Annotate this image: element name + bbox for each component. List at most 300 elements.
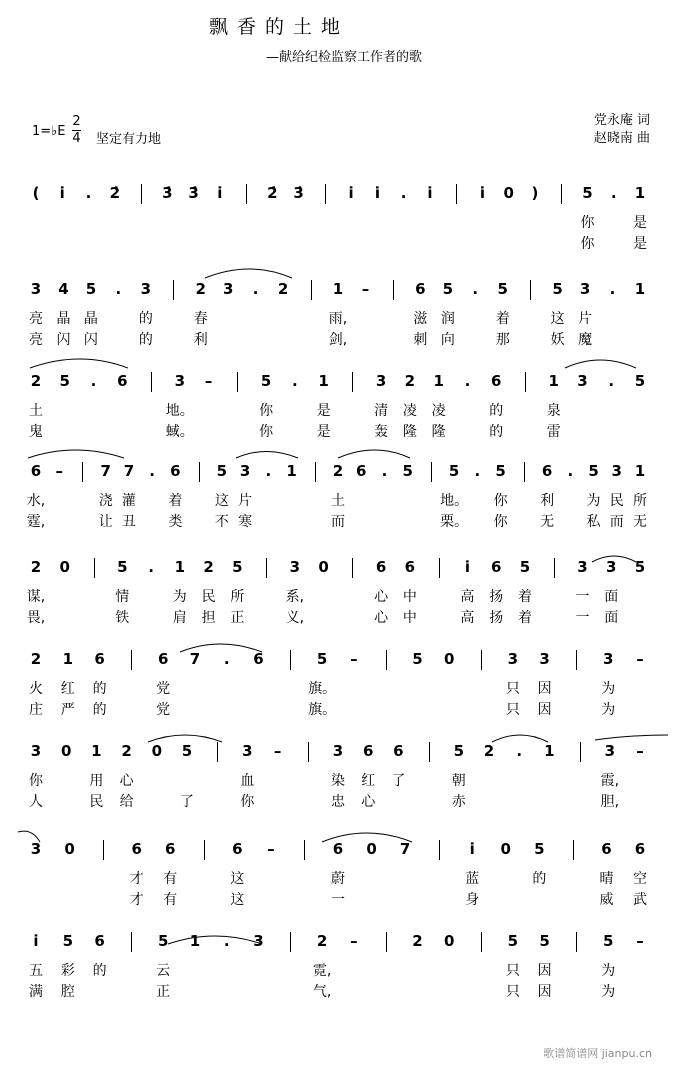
note: .: [115, 280, 122, 298]
slur: [322, 833, 412, 842]
lyric-2: 寒: [238, 514, 253, 530]
note: 6: [490, 558, 502, 576]
note: 5: [519, 558, 531, 576]
lyric-1: 晴: [599, 871, 614, 887]
note: 5: [117, 558, 128, 576]
lyric-2: 正: [230, 610, 245, 626]
note: 0: [60, 742, 72, 760]
lyric-2: 亮: [29, 332, 43, 348]
note: .: [291, 372, 298, 390]
lyric-2: 是: [316, 424, 331, 440]
note: 2: [121, 742, 132, 760]
note: .: [149, 462, 155, 480]
note: 2: [412, 932, 423, 950]
note: 3: [242, 742, 253, 760]
lyric-2: 铁: [115, 610, 130, 626]
lyric-2: 心: [374, 610, 389, 626]
lyric-1: 这: [550, 311, 565, 327]
lyric-1: 只: [505, 963, 520, 979]
lyric-1: 血: [240, 773, 255, 789]
note: 5: [442, 280, 454, 298]
lyric-2: 霆,: [26, 514, 46, 530]
note: 1: [634, 184, 646, 202]
lyric-1: 系,: [285, 589, 305, 605]
note: 5: [85, 280, 97, 298]
note: 5: [62, 932, 73, 950]
slur: [18, 831, 40, 842]
lyric-1: 的: [138, 311, 153, 327]
lyric-1: 利: [540, 493, 555, 509]
lyric-2: 你: [493, 514, 508, 530]
note: 1: [634, 280, 646, 298]
lyric-2: 赤: [451, 794, 466, 810]
lyric-2: 中: [402, 610, 417, 626]
note: 3: [253, 932, 264, 950]
note: 5: [453, 742, 465, 760]
note: 5: [602, 932, 614, 950]
note: .: [223, 650, 230, 668]
lyric-2: 腔: [60, 984, 75, 1000]
slur: [492, 735, 548, 742]
note: 7: [100, 462, 111, 480]
lyric-1: 为: [601, 963, 616, 979]
note: 3: [539, 650, 550, 668]
lyric-1: 着: [495, 311, 510, 327]
note: 3̇: [188, 184, 199, 202]
note: 2: [404, 372, 416, 390]
lyric-1: 片: [238, 493, 253, 509]
watermark: 歌谱简谱网 jianpu.cn: [543, 1047, 652, 1060]
note: 5: [316, 650, 328, 668]
note: (: [32, 184, 40, 202]
lyric-1: 所: [230, 589, 245, 605]
note: 3: [577, 558, 588, 576]
lyric-2: 只: [505, 702, 520, 718]
note: –: [361, 280, 370, 298]
note: i̇: [348, 184, 354, 202]
note: i̇: [217, 184, 223, 202]
note: 3: [577, 372, 588, 390]
note: 3: [579, 280, 591, 298]
note: 0: [366, 840, 377, 858]
note: 2: [483, 742, 495, 760]
lyric-2: 这: [230, 892, 245, 908]
lyric-2: 民: [89, 794, 104, 810]
time-signature-top: 2: [72, 114, 81, 129]
note: 6: [541, 462, 553, 480]
lyric-1: 你: [493, 493, 508, 509]
note: 0: [444, 650, 455, 668]
note: 3: [30, 742, 42, 760]
lyric-2: 肩: [172, 610, 187, 626]
note: 5: [412, 650, 423, 668]
lyric-2: 心: [361, 794, 376, 810]
lyric-1: 为: [601, 681, 616, 697]
lyric-1: 霞,: [600, 773, 620, 789]
lyric-2: 栗。: [440, 514, 469, 530]
note: 2: [195, 280, 206, 298]
note: 3: [604, 742, 616, 760]
note: 5: [157, 932, 169, 950]
lyric-1: 旗。: [308, 681, 337, 697]
lyric-2: 妖: [550, 332, 565, 348]
lyric-1: 片: [578, 311, 593, 327]
lyric-2: 为: [601, 702, 616, 718]
lyric-1: 你: [580, 215, 595, 231]
lyric-2: 轰: [374, 424, 389, 440]
note: 5: [588, 462, 599, 480]
note: 5: [495, 462, 506, 480]
note: 5: [539, 932, 550, 950]
lyric-1: 只: [505, 681, 520, 697]
note: .: [610, 184, 617, 202]
note: 4: [58, 280, 69, 298]
lyric-2: 威: [599, 892, 614, 908]
note: 6: [253, 650, 264, 668]
tempo-marking: 坚定有力地: [96, 132, 162, 147]
lyric-1: 的: [92, 963, 107, 979]
note: 5: [634, 558, 646, 576]
lyric-2: 是: [633, 236, 647, 252]
note: –: [636, 742, 644, 760]
lyric-2: 让: [98, 514, 113, 530]
note: 2: [316, 932, 328, 950]
lyric-2: 面: [604, 610, 619, 626]
lyric-1: 朝: [451, 773, 466, 789]
lyric-1: 你: [259, 403, 274, 419]
lyric-1: 是: [633, 215, 647, 231]
lyric-2: 你: [240, 794, 255, 810]
lyric-2: 扬: [489, 610, 504, 626]
lyric-2: 闪: [56, 332, 71, 348]
note: 5: [260, 372, 272, 390]
lyric-2: 只: [505, 984, 520, 1000]
lyric-1: 春: [193, 311, 208, 327]
note: .: [223, 932, 230, 950]
lyric-2: 旗。: [308, 702, 337, 718]
lyric-2: 的: [92, 702, 107, 718]
note: .: [85, 184, 92, 202]
note: 3: [606, 558, 617, 576]
lyric-2: 向: [440, 332, 455, 348]
lyric-2: 你: [580, 236, 595, 252]
lyric-1: 亮: [29, 311, 43, 327]
lyric-2: 魔: [578, 332, 593, 348]
note: 2: [30, 558, 42, 576]
lyric-1: 土: [29, 403, 43, 419]
lyric-2: 隆: [402, 424, 417, 440]
note: .: [148, 558, 154, 576]
lyric-1: 地。: [440, 493, 469, 509]
lyric-1: 为: [172, 589, 187, 605]
lyric-1: 的: [92, 681, 107, 697]
lyric-1: 染: [331, 773, 345, 789]
note: .: [516, 742, 523, 760]
lyric-2: 满: [29, 984, 43, 1000]
lyric-2: 的: [489, 424, 504, 440]
lyric-1: 蔚: [331, 871, 345, 887]
note: 6: [415, 280, 426, 298]
lyric-1: 空: [633, 871, 647, 887]
note: 6: [117, 372, 128, 390]
lyric-2: 一: [331, 892, 345, 908]
note: .: [90, 372, 97, 390]
lyric-2: 鬼: [29, 424, 43, 440]
lyric-2: 丑: [121, 514, 136, 530]
note: 7: [399, 840, 411, 858]
lyric-2: 气,: [312, 984, 332, 1000]
note: 5: [59, 372, 70, 390]
lyric-1: 滋: [413, 311, 428, 327]
lyric-1: 着: [517, 589, 532, 605]
lyric-2: 给: [119, 794, 134, 810]
lyric-2: 身: [465, 892, 480, 908]
slur: [148, 735, 222, 742]
note: 0: [444, 932, 455, 950]
lyric-1: 民: [201, 589, 216, 605]
slur: [168, 936, 262, 944]
note: 0: [64, 840, 75, 858]
lyric-2: 闪: [83, 332, 98, 348]
lyric-1: 民: [609, 493, 624, 509]
slur: [236, 452, 298, 459]
note: 6: [131, 840, 142, 858]
note: .: [400, 184, 407, 202]
slur: [592, 556, 636, 562]
note: ): [531, 184, 539, 202]
lyric-1: 心: [119, 773, 134, 789]
lyric-1: 彩: [60, 963, 75, 979]
note: 6: [170, 462, 181, 480]
lyric-2: 人: [29, 794, 43, 810]
note: 3̇: [293, 184, 304, 202]
note: .: [252, 280, 259, 298]
lyric-2: 利: [193, 332, 208, 348]
lyric-1: 所: [633, 493, 647, 509]
lyric-1: 红: [361, 773, 376, 789]
note: 5: [216, 462, 228, 480]
lyric-2: 的: [138, 332, 153, 348]
lyric-2: 党: [156, 702, 171, 718]
lyric-2: 忠: [331, 794, 345, 810]
lyric-2: 了: [180, 794, 194, 810]
lyric-2: 义,: [285, 610, 305, 626]
note: .: [464, 372, 471, 390]
note: 5: [507, 932, 519, 950]
note: 1: [318, 372, 329, 390]
note: 1: [62, 650, 73, 668]
note: i̇: [33, 932, 39, 950]
note: –: [636, 932, 644, 950]
lyric-1: 蓝: [465, 871, 480, 887]
note: 5: [402, 462, 413, 480]
note: .: [474, 462, 481, 480]
note: i̇: [464, 558, 470, 576]
note: i̇: [469, 840, 475, 858]
note: .: [381, 462, 388, 480]
note: 6: [490, 372, 502, 390]
note: 3: [332, 742, 344, 760]
lyric-2: 正: [156, 984, 171, 1000]
lyric-2: 因: [537, 984, 552, 1000]
lyric-2: 不: [214, 514, 229, 530]
note: 6: [404, 558, 416, 576]
slur: [30, 359, 128, 368]
composer: 赵晓南 曲: [593, 131, 650, 146]
lyric-1: 泉: [546, 403, 561, 419]
note: 0: [500, 840, 511, 858]
lyric-1: 扬: [489, 589, 504, 605]
lyric-1: 水,: [26, 493, 46, 509]
lyric-2: 因: [537, 702, 552, 718]
note: 1: [189, 932, 201, 950]
slur: [565, 360, 636, 368]
note: 2̇: [267, 184, 278, 202]
lyric-2: 畏,: [26, 610, 46, 626]
note: 5: [634, 372, 646, 390]
slur: [180, 644, 262, 652]
note: 6: [232, 840, 243, 858]
note: 1: [548, 372, 559, 390]
lyric-1: 谋,: [26, 589, 46, 605]
note: 3: [375, 372, 387, 390]
note: –: [267, 840, 275, 858]
lyric-2: 刺: [413, 332, 428, 348]
lyric-2: 庄: [29, 702, 43, 718]
note: 6: [94, 650, 105, 668]
note: 3: [611, 462, 622, 480]
lyric-1: 凌: [431, 403, 446, 419]
note: 5: [232, 558, 243, 576]
note: 1: [286, 462, 297, 480]
slur: [338, 450, 410, 458]
lyric-1: 这: [230, 871, 245, 887]
note: 7: [123, 462, 135, 480]
lyric-2: 为: [601, 984, 616, 1000]
note: 5: [497, 280, 508, 298]
note: i̇: [427, 184, 433, 202]
note: 7: [189, 650, 201, 668]
lyric-2: 雷: [546, 424, 561, 440]
slur: [28, 450, 124, 458]
lyric-2: 着: [517, 610, 532, 626]
lyric-1: 一: [575, 589, 590, 605]
note: .: [472, 280, 479, 298]
note: 3: [602, 650, 614, 668]
lyric-2: 担: [201, 610, 216, 626]
note: i̇: [479, 184, 485, 202]
lyric-2: 武: [633, 892, 647, 908]
lyric-1: 润: [440, 311, 455, 327]
lyric-1: 五: [29, 963, 43, 979]
lyric-1: 党: [156, 681, 171, 697]
lyric-1: 的: [489, 403, 504, 419]
lyric-1: 晶: [83, 311, 98, 327]
lyric-1: 清: [374, 403, 389, 419]
note: 0: [59, 558, 70, 576]
note: 1: [433, 372, 444, 390]
lyric-1: 云: [156, 963, 171, 979]
note: –: [350, 932, 358, 950]
lyric-1: 火: [29, 681, 43, 697]
note: .: [609, 280, 616, 298]
note: 6: [634, 840, 646, 858]
note: 2: [332, 462, 344, 480]
note: 5: [552, 280, 563, 298]
lyric-1: 为: [586, 493, 601, 509]
note: 3̇: [162, 184, 173, 202]
note: 1: [544, 742, 555, 760]
lyric-1: 地。: [165, 403, 194, 419]
note: 6: [94, 932, 105, 950]
note: 6: [30, 462, 42, 480]
slur: [595, 735, 668, 740]
lyric-2: 而: [609, 514, 624, 530]
lyric-2: 剑,: [328, 332, 348, 348]
lyric-1: 用: [89, 773, 104, 789]
note: 2: [277, 280, 289, 298]
note: 3: [289, 558, 301, 576]
lyric-2: 才: [129, 892, 144, 908]
lyric-2: 隆: [431, 424, 446, 440]
note: –: [636, 650, 644, 668]
lyric-2: 无: [633, 514, 647, 530]
lyric-1: 红: [60, 681, 75, 697]
note: 5: [181, 742, 193, 760]
lyric-2: 高: [460, 610, 475, 626]
lyric-1: 面: [604, 589, 619, 605]
lyric-1: 雨,: [328, 311, 348, 327]
lyric-2: 胆,: [600, 794, 620, 810]
note: 5: [534, 840, 545, 858]
lyric-1: 心: [374, 589, 389, 605]
note: 1: [634, 462, 646, 480]
note: 3: [507, 650, 519, 668]
lyric-2: 一: [575, 610, 590, 626]
note: 6: [332, 840, 344, 858]
lyric-1: 情: [115, 589, 130, 605]
lyric-1: 高: [460, 589, 475, 605]
lyric-2: 你: [259, 424, 274, 440]
note: 0: [151, 742, 163, 760]
lyric-1: 浇: [98, 493, 113, 509]
note: 3: [140, 280, 152, 298]
lyric-1: 着: [168, 493, 183, 509]
note: 3: [30, 280, 42, 298]
lyric-1: 霓,: [312, 963, 332, 979]
note: 6: [356, 462, 367, 480]
lyric-2: 蜮。: [165, 424, 194, 440]
note: 6: [165, 840, 176, 858]
note: 3: [30, 840, 42, 858]
lyric-1: 灌: [121, 493, 136, 509]
note: 6: [393, 742, 404, 760]
note: 2: [30, 372, 42, 390]
note: .: [608, 372, 615, 390]
note: –: [204, 372, 213, 390]
lyricist: 党永庵 词: [593, 113, 650, 128]
note: 1: [332, 280, 344, 298]
note: 3: [239, 462, 251, 480]
lyric-1: 是: [316, 403, 331, 419]
note: 0: [318, 558, 329, 576]
lyric-1: 有: [163, 871, 178, 887]
lyric-1: 因: [537, 963, 552, 979]
lyric-1: 因: [537, 681, 552, 697]
note: 2̇: [109, 184, 120, 202]
note: 2: [203, 558, 214, 576]
note: i̇: [374, 184, 380, 202]
